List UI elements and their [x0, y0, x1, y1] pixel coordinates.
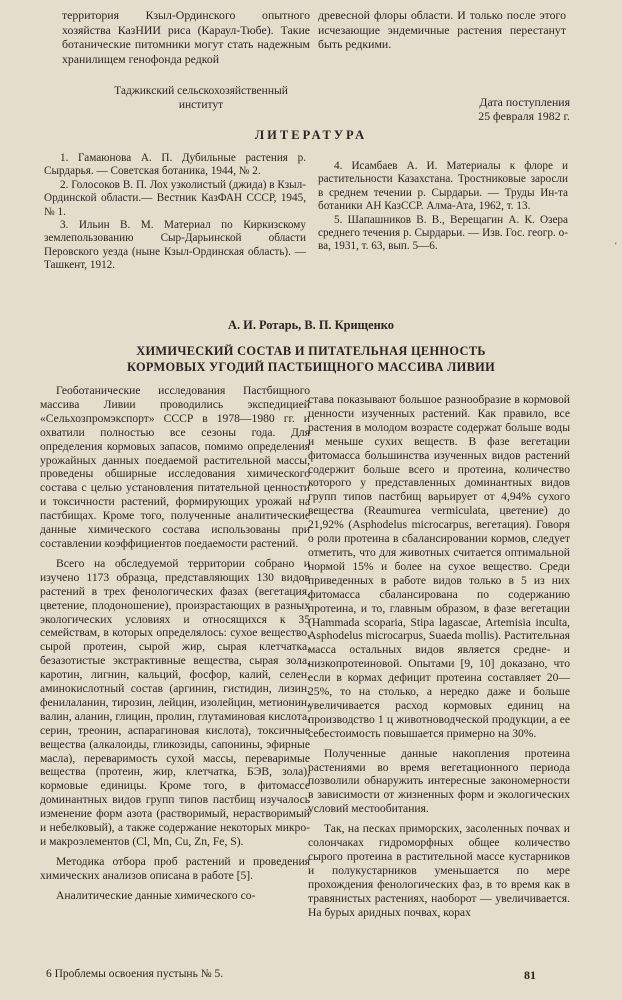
article-column-right — [308, 393, 570, 920]
article-title-line: КОРМОВЫХ УГОДИЙ ПАСТБИЩНОГО МАССИВА ЛИВИИ — [126, 359, 496, 374]
paragraph: Всего на обследуемой территории собрано и изучено 1173 образца, представляющих 130 видов растений в трех фенологических фазах (вегетация, цветение, плодоношение), произрастающих в разных экологических условиях и относящихся к 35 семействам, в которых определялось: сухое вещество, сырой протеин, сырой жир, сырая клетчатка, безазотистые экстрактивные вещества, сырая зола, каротин, лигнин, кальций, фосфор, калий, селен, аминокислотный состав (аргинин, гистидин, лизин, фенилаланин, тирозин, лейцин, изолейцин, метионин, валин, аланин, глицин, пролин, глутаминовая кислота, серин, треонин, аспарагиновая кислота), токсичные вещества (алкалоиды, гликозиды, сапонины, эфирные масла), переваримость сухой массы, переваримые вещества (протеин, жир, клетчатка, БЭВ, зола), кормовые единицы. Кроме того, в фитомассе доминантных видов групп типов пастбищ изучалось изменение форм азота (растворимый, нерастворимый и небелковый), а также содержание некоторых микро- и макроэлементов (Cl, Mn, Cu, Zn, Fe, S). — [40, 556, 310, 848]
reference-item: 5. Шапашников В. В., Верещагин А. К. Озера среднего течения р. Сырдарьи. — Изв. Гос. геогр. о-ва, 1931, т. 63, вып. 5—6. — [318, 213, 568, 253]
top-left-continuation: территория Кзыл-Ординского опытного хозяйства КазНИИ риса (Караул-Тюбе). Такие ботанические питомники могут стать надежным хранилищем генофонда редкой — [62, 8, 310, 66]
references-right — [318, 160, 568, 254]
article-title-line: ХИМИЧЕСКИЙ СОСТАВ И ПИТАТЕЛЬНАЯ ЦЕННОСТЬ — [136, 344, 486, 358]
received-date-label: Дата поступления — [479, 95, 570, 109]
paragraph: Геоботанические исследования Пастбищного массива Ливии проводились экспедицией «Сельхозпромэкспорт» СССР в 1978—1980 гг. и охватили полностью все сезоны года. Для определения кормовых запасов, помимо определения урожайных данных поедаемой растительной массы, проведены обширные исследования химического состава с целью установления питательной ценности и токсичности растений, формирующих урожай на пастбищах. Кроме того, полученные аналитические данные химического состава использованы при составлении коэффициентов поедаемости растений. — [40, 384, 310, 550]
article-column-left — [40, 384, 310, 903]
affiliation: Таджикский сельскохозяйственный институт — [114, 85, 288, 111]
paragraph: Методика отбора проб растений и проведения химических анализов описана в работе [5]. — [40, 854, 310, 882]
paragraph: Полученные данные накопления протеина растениями во время вегетационного периода позволили обнаружить интересные закономерности в зависимости от жизненных форм и экологических условий местообитания. — [308, 746, 570, 816]
article-authors: А. И. Ротарь, В. П. Крищенко — [228, 318, 394, 332]
literature-heading: ЛИТЕРАТУРА — [254, 128, 368, 142]
received-date-value: 25 февраля 1982 г. — [478, 108, 570, 123]
reference-item: 1. Гамаюнова А. П. Дубильные растения р. Сырдарья. — Советская ботаника, 1944, № 2. — [44, 152, 306, 178]
page-number: 81 — [524, 968, 536, 982]
paragraph: Так, на песках приморских, засоленных почвах и солончаках гидроморфных общее количество сырого протеина в растительной массе кустарников и полукустарников уменьшается по мере прохождения фенологических фаз, в то время как в травянистых растениях, наоборот — увеличивается. На бурых аридных почвах, корах — [308, 822, 570, 919]
paragraph: Аналитические данные химического со- — [56, 888, 256, 902]
received-date — [430, 96, 570, 123]
margin-mark: ‘ — [614, 240, 618, 252]
reference-item: 3. Ильин В. М. Материал по Киркизскому землепользованию Сыр-Дарьинской области Перовского уезда (ныне Кзыл-Ординская область). — Ташкент, 1912. — [44, 219, 306, 272]
paragraph: става показывают большое разнообразие в кормовой ценности изученных растений. Как правило, все растения в молодом возрасте содержат больше воды и меньше сухих веществ. В фазе вегетации фитомасса большинства изученных видов растений содержит больше всего и протеина, количество которого у представленных доминантных видов групп типов пастбищ варьирует от 4,94% сухого вещества (Reaumurea vermiculata, цветение) до 21,92% (Asphodelus microcarpus, вегетация). Говоря о роли протеина в сбалансировании кормов, следует отметить, что для животных считается оптимальной нормой 15% и более на сухое вещество. Среди приведенных в работе видов только в 5 из них фитомасса сбалансирована по содержанию протеина, и то, главным образом, в фазе вегетации (Hammada scoparia, Stipa lagascae, Artemisia inculta, Asphodelus microcarpus, Suaeda mollis). Растительная масса остальных видов является средне- и низкопротеиновой. Опытами [9, 10] доказано, что если в кормах дефицит протеина составляет 20—25%, то на столько, а нередко даже и больше увеличивается расход кормовых единиц на производство 1 ц животноводческой продукции, а ее себестоимость повышается примерно на 30%. — [308, 393, 570, 740]
top-right-continuation: древесной флоры области. И только после этого исчезающие эндемичные растения перестанут быть редкими. — [318, 8, 566, 51]
references-left — [44, 152, 306, 273]
reference-item: 4. Исамбаев А. И. Материалы к флоре и растительности Казахстана. Тростниковые заросли в среднем течении р. Сырдарьи. — Труды Ин-та ботаники АН КазССР. Алма-Ата, 1962, т. 13. — [318, 160, 568, 213]
article-title — [96, 344, 526, 375]
reference-item: 2. Голосоков В. П. Лох узколистый (джида) в Кзыл-Ординской области.— Вестник КазФАН СССР, 1945, № 1. — [44, 178, 306, 218]
footer-journal: 6 Проблемы освоения пустынь № 5. — [46, 968, 224, 980]
